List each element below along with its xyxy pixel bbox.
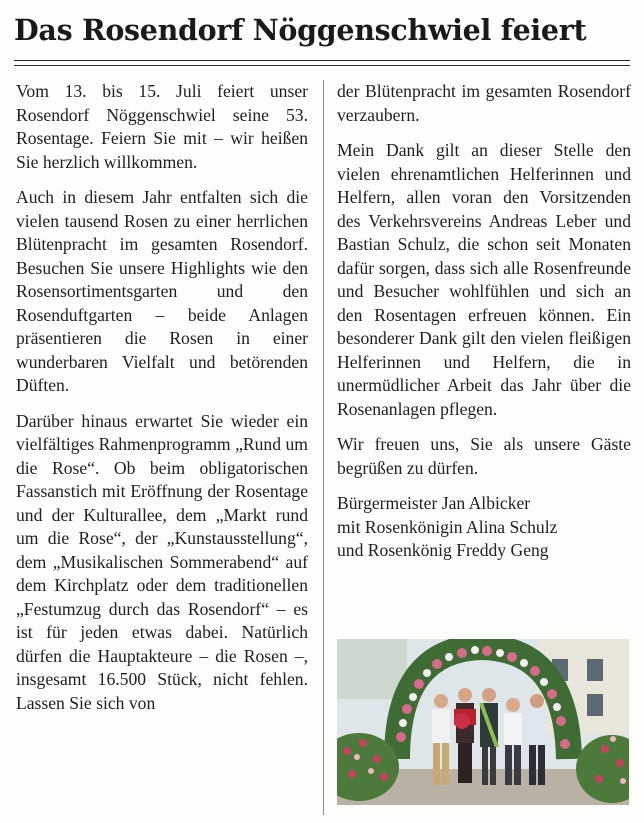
paragraph-intro: Vom 13. bis 15. Juli feiert unser Rosendorf Nöggenschwiel seine 53. Rosentage. Feiern Sie mit – wir heißen Sie herzlich willkommen. xyxy=(16,81,308,172)
paragraph-continuation: der Blütenpracht im gesamten Rosendorf verzaubern. xyxy=(337,81,631,125)
headline-rule-top xyxy=(14,60,630,61)
photo-rose-arch-group xyxy=(337,639,629,805)
article-headline: Das Rosendorf Nöggenschwiel feiert xyxy=(14,13,587,47)
paragraph-welcome: Wir freuen uns, Sie als unsere Gäste begrüßen zu dürfen. xyxy=(337,434,631,478)
left-column xyxy=(16,80,308,715)
paragraph-program: Darüber hinaus erwartet Sie wieder ein vielfältiges Rahmenprogramm „Rund um die Rose“. Ob beim obligatorischen Fassanstich mit Eröffnung der Rosentage und der Kulturallee, dem „Markt rund um die Rose“, der „Kunstausstellung“, dem „Musikalischen Sommerabend“ auf dem Kirchplatz oder dem traditionellen „Festumzug durch das Rosendorf“ – es ist für jeden etwas dabei. Natürlich dürfen die Hauptakteure – die Rosen –, insgesamt 16.500 Stück, nicht fehlen. Lassen Sie sich von xyxy=(16,410,308,713)
column-divider xyxy=(323,80,324,815)
signature-line-1: Bürgermeister Jan Albicker xyxy=(337,493,531,513)
headline-rule-bottom xyxy=(14,65,630,66)
right-column xyxy=(337,80,631,563)
paragraph-thanks: Mein Dank gilt an dieser Stelle den vielen ehrenamtlichen Helferinnen und Helfern, allen voran den Vorsitzenden des Verkehrsvereins Andreas Leber und Bastian Schulz, die schon seit Monaten dafür sorgen, dass sich alle Rosenfreunde und Besucher wohlfühlen und sich an den Rosentagen erfreuen können. Ein besonderer Dank gilt den vielen fleißigen Helferinnen und Helfern, die in unermüdlicher Arbeit das Jahr über die Rosenanlagen pflegen. xyxy=(337,140,631,419)
signature-line-3: und Rosenkönig Freddy Geng xyxy=(337,540,549,560)
signature-line-2: mit Rosenkönigin Alina Schulz xyxy=(337,516,558,537)
paragraph-roses: Auch in diesem Jahr entfalten sich die vielen tausend Rosen zu einer herrlichen Blütenpracht im gesamten Rosendorf. Besuchen Sie unsere Highlights wie den Rosensortimentsgarten und den Rosenduftgarten – beide Anlagen präsentieren die Rosen in einer wunderbaren Vielfalt und betörenden Düften. xyxy=(16,187,308,395)
